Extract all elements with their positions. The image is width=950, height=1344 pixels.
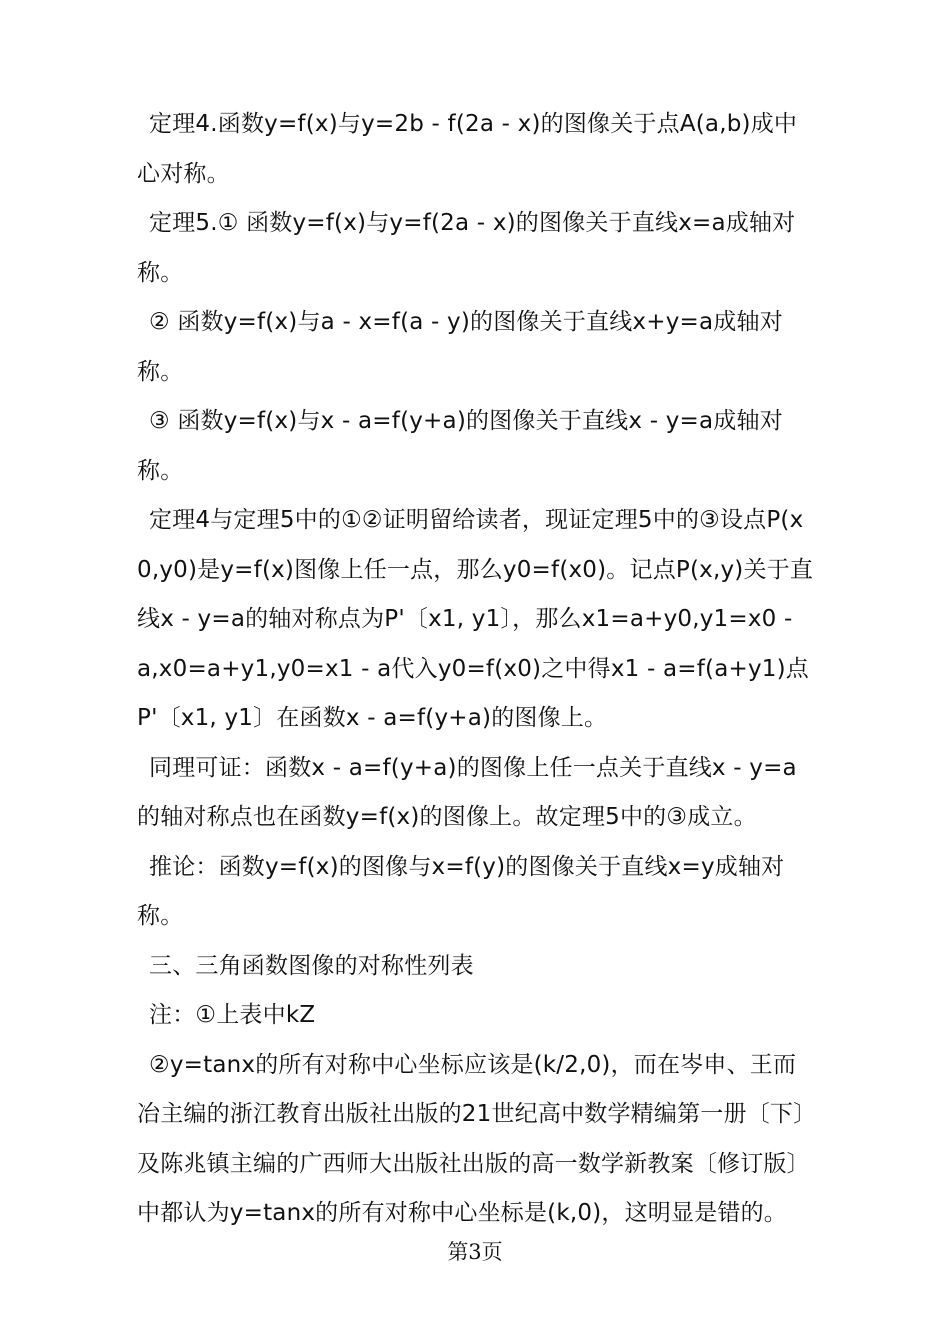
- paragraph-corollary: 推论：函数y=f(x)的图像与x=f(y)的图像关于直线x=y成轴对称。: [137, 853, 785, 929]
- paragraph-theorem-5-part-3: ③ 函数y=f(x)与x - a=f(y+a)的图像关于直线x - y=a成轴对称。: [137, 408, 783, 484]
- document-body: [137, 100, 817, 1239]
- paragraph-theorem-5-part-2: ② 函数y=f(x)与a - x=f(a - y)的图像关于直线x+y=a成轴对称。: [137, 309, 783, 385]
- page-number: 第3页: [447, 1240, 503, 1264]
- paragraph-note-1: 注：①上表中kZ: [149, 1002, 316, 1028]
- paragraph-note-2: ②y=tanx的所有对称中心坐标应该是(k/2,0)，而在岑申、王而冶主编的浙江教育出版社出版的21世纪高中数学精编第一册〔下〕及陈兆镇主编的广西师大出版社出版的高一数学新教案〔修订版〕中都认为y=tanx的所有对称中心坐标是(k,0)，这明显是错的。: [137, 1051, 817, 1226]
- paragraph-proof-conclusion: 同理可证：函数x - a=f(y+a)的图像上任一点关于直线x - y=a的轴对称点也在函数y=f(x)的图像上。故定理5中的③成立。: [137, 754, 797, 830]
- paragraph-theorem-4: 定理4.函数y=f(x)与y=2b - f(2a - x)的图像关于点A(a,b)成中心对称。: [137, 111, 798, 187]
- section-heading: 三、三角函数图像的对称性列表: [149, 952, 474, 979]
- paragraph-proof: 定理4与定理5中的①②证明留给读者，现证定理5中的③设点P(x0,y0)是y=f(x)图像上任一点，那么y0=f(x0)。记点P(x,y)关于直线x - y=a的轴对称点为P'〔x1, y1〕，那么x1=a+y0,y1=x0 - a,x0=a+y1,y0=x1 - a代入y0=f(x0)之中得x1 - a=f(a+y1)点P'〔x1, y1〕在函数x - a=f(y+a)的图像上。: [137, 507, 814, 731]
- paragraph-theorem-5-part-1: 定理5.① 函数y=f(x)与y=f(2a - x)的图像关于直线x=a成轴对称。: [137, 210, 796, 286]
